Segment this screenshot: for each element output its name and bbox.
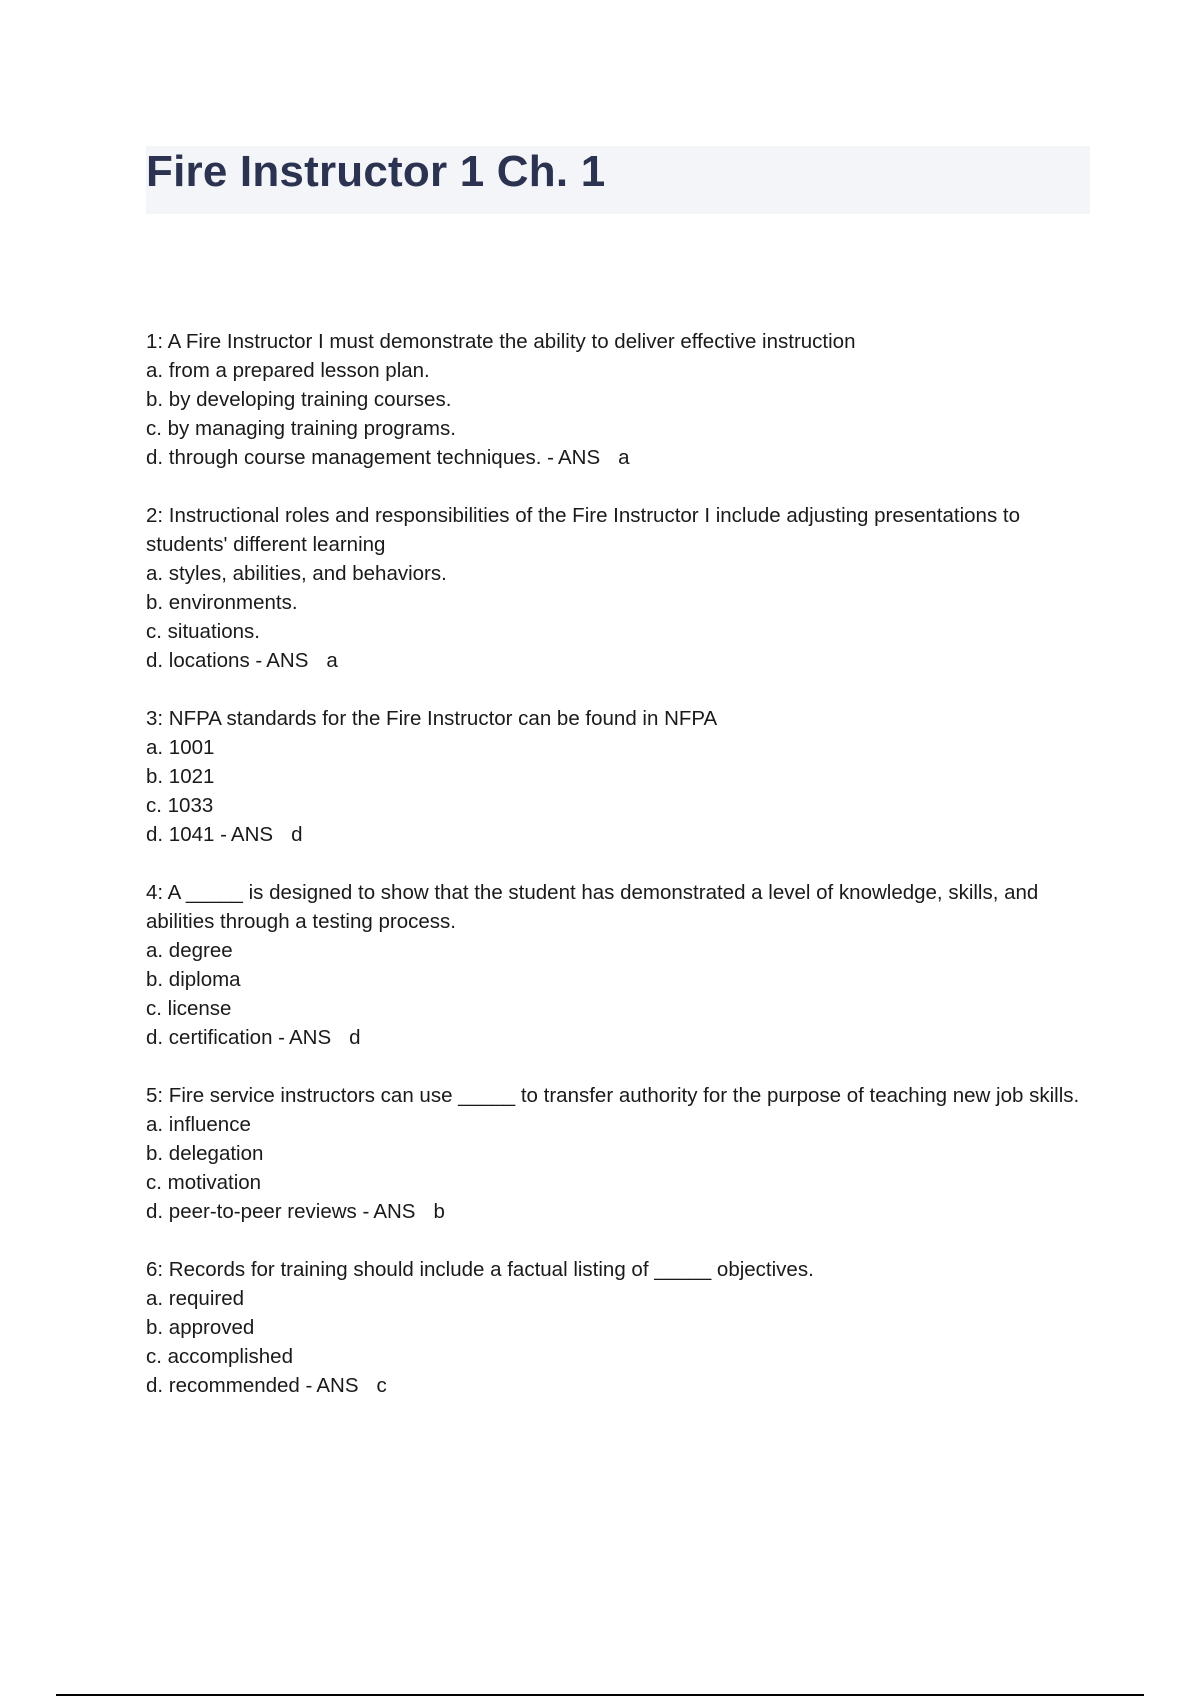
answer-label: ANS (316, 1374, 359, 1397)
question-list (146, 327, 1090, 1429)
answer-value: d (291, 823, 303, 846)
option-b: b. 1021 (146, 765, 215, 788)
footer-divider (56, 1694, 1144, 1696)
question-prompt: 1: A Fire Instructor I must demonstrate the ability to deliver effective instruction (146, 330, 856, 353)
option-b: b. delegation (146, 1142, 264, 1165)
document-title: Fire Instructor 1 Ch. 1 (146, 147, 606, 196)
question-5 (146, 1081, 1090, 1226)
option-d: d. peer-to-peer reviews - (146, 1200, 370, 1223)
option-c: c. license (146, 997, 232, 1020)
answer-label: ANS (230, 823, 274, 846)
option-b: b. environments. (146, 591, 298, 614)
option-c: c. by managing training programs. (146, 417, 456, 440)
question-prompt: 5: Fire service instructors can use _____ to transfer authority for the purpose of teaching new job skills. (146, 1084, 1080, 1107)
option-b: b. approved (146, 1316, 255, 1339)
option-d-with-answer (146, 1197, 1090, 1226)
question-1 (146, 327, 1090, 472)
option-d: d. certification - (146, 1026, 285, 1049)
option-d: d. 1041 - (146, 823, 227, 846)
option-d: d. locations - (146, 649, 263, 672)
option-d-with-answer (146, 820, 1090, 849)
option-a: a. required (146, 1287, 245, 1310)
option-d-with-answer (146, 1023, 1090, 1052)
question-prompt: 2: Instructional roles and responsibilities of the Fire Instructor I include adjusting presentations to students' different learning (146, 504, 1020, 556)
answer-value: c (376, 1374, 387, 1397)
question-6 (146, 1255, 1090, 1400)
option-d-with-answer (146, 646, 1090, 675)
option-a: a. degree (146, 939, 233, 962)
option-c: c. motivation (146, 1171, 262, 1194)
question-4 (146, 878, 1090, 1052)
option-d-with-answer (146, 1371, 1090, 1400)
option-a: a. from a prepared lesson plan. (146, 359, 430, 382)
answer-value: b (433, 1200, 445, 1223)
option-a: a. influence (146, 1113, 251, 1136)
title-banner (146, 146, 1090, 214)
answer-label: ANS (557, 446, 601, 469)
option-a: a. styles, abilities, and behaviors. (146, 562, 447, 585)
answer-label: ANS (266, 649, 309, 672)
question-prompt: 4: A _____ is designed to show that the student has demonstrated a level of knowledge, skills, and abilities through a testing process. (146, 881, 1039, 933)
option-b: b. by developing training courses. (146, 388, 452, 411)
option-d: d. recommended - (146, 1374, 313, 1397)
answer-value: d (349, 1026, 361, 1049)
option-c: c. situations. (146, 620, 260, 643)
answer-value: a (618, 446, 630, 469)
answer-label: ANS (373, 1200, 416, 1223)
question-prompt: 6: Records for training should include a factual listing of _____ objectives. (146, 1258, 814, 1281)
option-d: d. through course management techniques. - (146, 446, 554, 469)
option-c: c. 1033 (146, 794, 214, 817)
answer-label: ANS (289, 1026, 332, 1049)
option-a: a. 1001 (146, 736, 215, 759)
question-3 (146, 704, 1090, 849)
question-prompt: 3: NFPA standards for the Fire Instructor can be found in NFPA (146, 707, 718, 730)
option-c: c. accomplished (146, 1345, 293, 1368)
option-b: b. diploma (146, 968, 241, 991)
question-2 (146, 501, 1090, 675)
answer-value: a (326, 649, 338, 672)
option-d-with-answer (146, 443, 1090, 472)
